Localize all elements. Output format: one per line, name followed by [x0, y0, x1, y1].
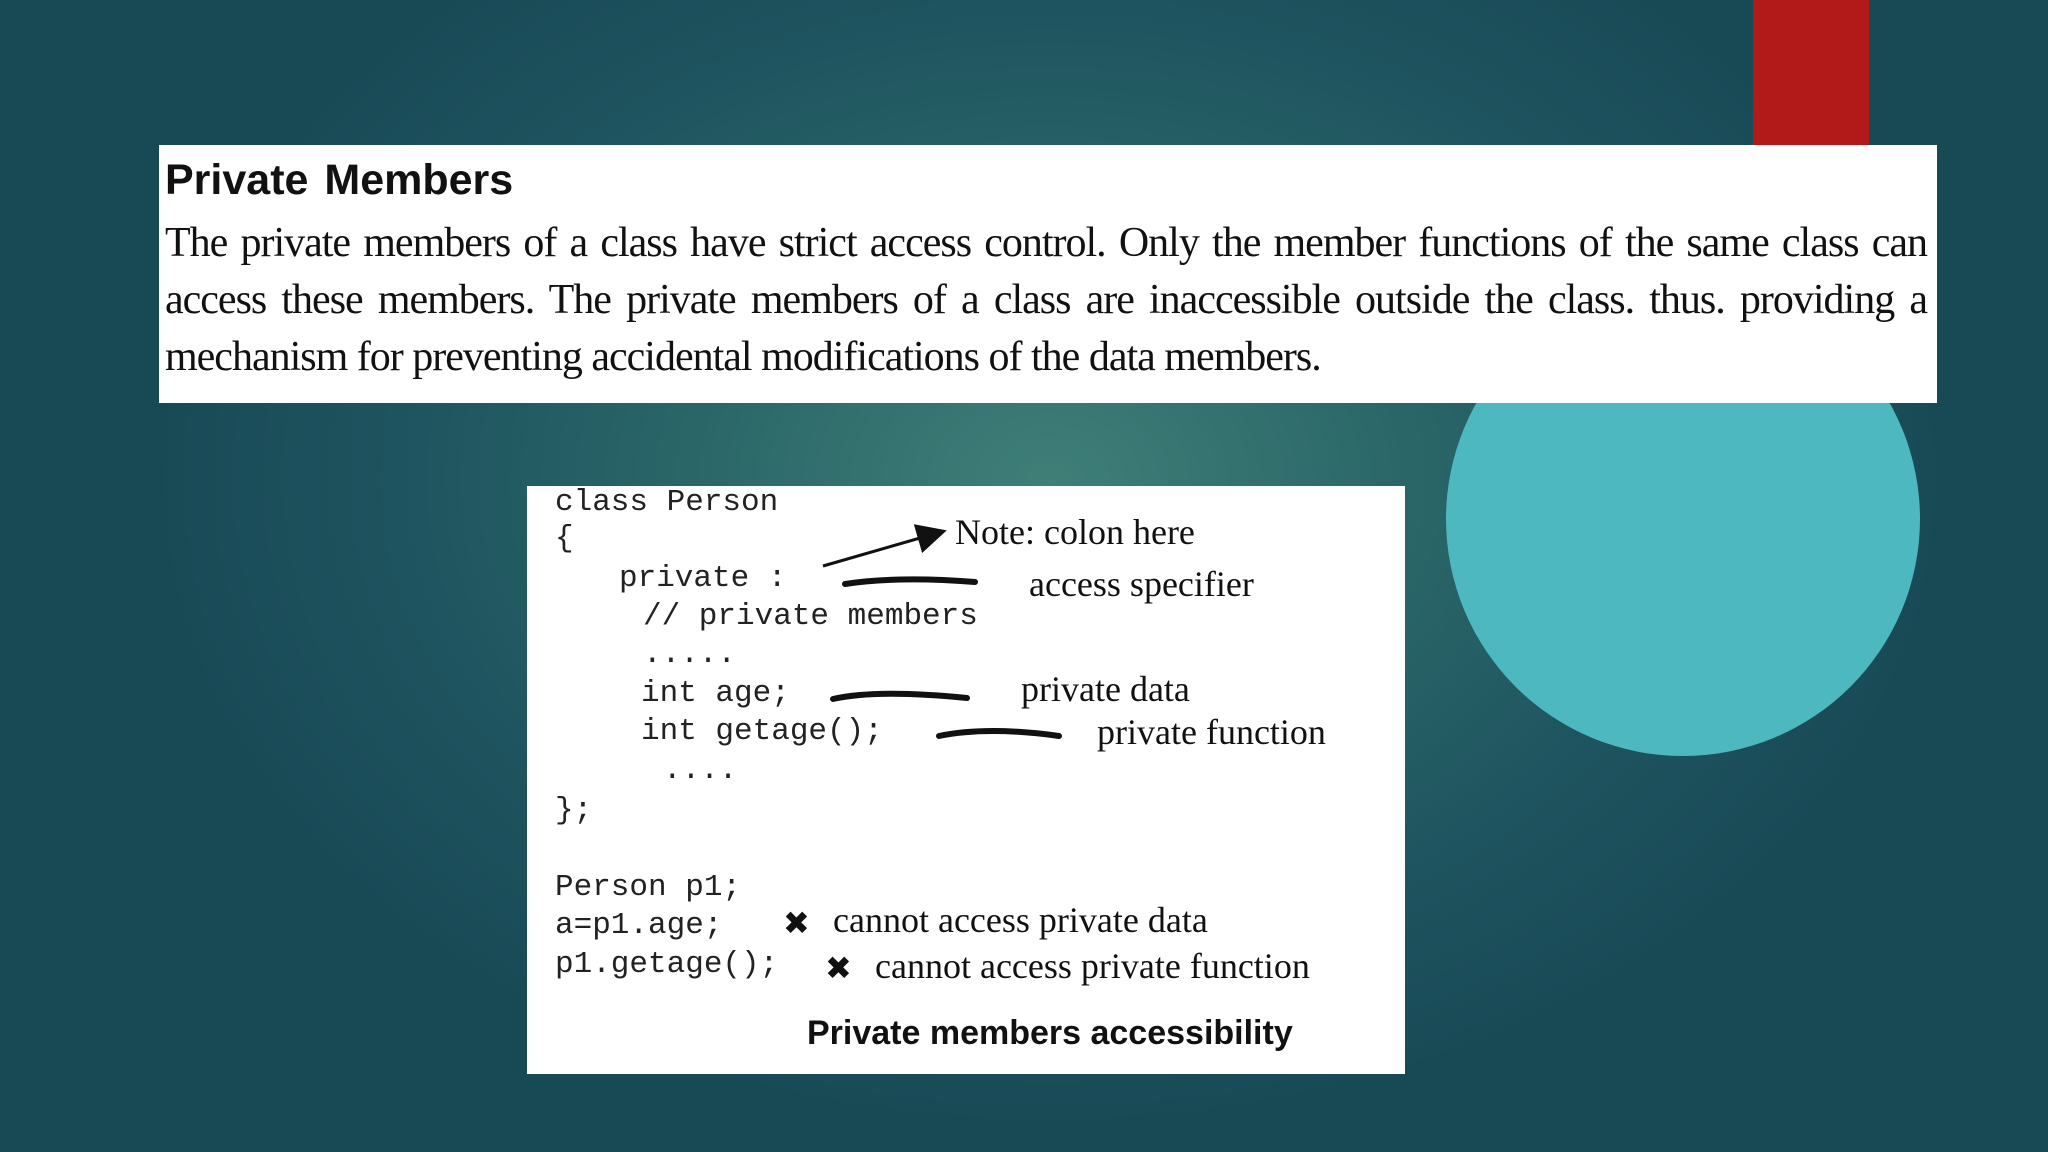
figure-caption: Private members accessibility	[807, 1014, 1293, 1052]
colon-arrow	[823, 532, 941, 566]
note-no-function-access: cannot access private function	[875, 946, 1310, 986]
code-line-int-age: int age;	[641, 676, 790, 711]
code-line-private: private :	[619, 561, 787, 596]
private-data-pointer	[833, 694, 967, 699]
code-line-close-brace: };	[555, 793, 593, 828]
code-line-access-age: a=p1.age;	[555, 908, 723, 943]
code-line-dots: .....	[643, 637, 737, 672]
cross-icon: ✖	[783, 904, 810, 942]
private-function-pointer	[939, 731, 1059, 736]
note-access-specifier: access specifier	[1029, 564, 1254, 604]
code-line-person-p1: Person p1;	[555, 870, 742, 905]
code-line-comment: // private members	[643, 599, 978, 634]
note-colon: Note: colon here	[955, 512, 1195, 552]
cross-icon: ✖	[825, 949, 852, 987]
code-line-access-getage: p1.getage();	[555, 947, 779, 982]
slide-heading: Private Members	[165, 156, 514, 204]
red-accent-bar	[1753, 0, 1869, 145]
code-line-class: class Person	[555, 485, 779, 520]
code-line-dots-2: ....	[663, 753, 738, 788]
code-line-getage: int getage();	[641, 714, 883, 749]
access-specifier-pointer	[845, 579, 975, 584]
code-line-open-brace: {	[555, 521, 574, 556]
slide-paragraph: The private members of a class have strict access control. Only the member functions of the same class can access these members. The private members of a class are inaccessible outside the class. thus. providing a mechanism for preventing accidental modifications of the data members.	[165, 220, 1927, 380]
note-no-data-access: cannot access private data	[833, 900, 1208, 940]
code-figure	[527, 486, 1405, 1074]
note-private-function: private function	[1097, 712, 1326, 752]
note-private-data: private data	[1021, 669, 1190, 709]
definition-text-box	[159, 145, 1937, 403]
